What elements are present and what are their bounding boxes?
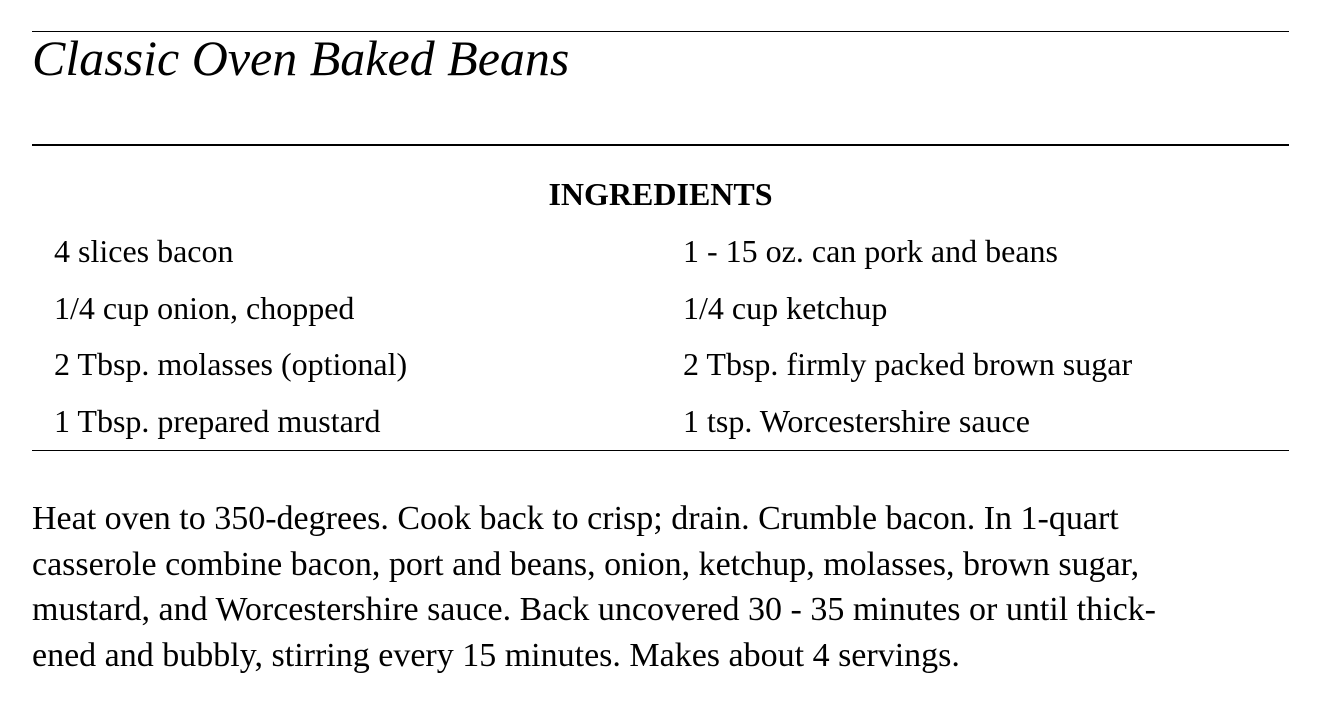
ingredient-item: 2 Tbsp. firmly packed brown sugar [683,346,1133,382]
ingredient-item: 1 - 15 oz. can pork and beans [683,233,1058,269]
ingredient-item: 1/4 cup ketchup [683,289,888,326]
title-divider [32,144,1289,146]
ingredient-item: 4 slices bacon [54,233,234,269]
instructions-line: Heat oven to 350-degrees. Cook back to crisp; drain. Crumble bacon. In 1-quart [32,500,1119,537]
instructions-line: ened and bubbly, stirring every 15 minutes. Makes about 4 servings. [32,636,960,674]
ingredients-list [54,226,1284,452]
ingredient-item: 1 Tbsp. prepared mustard [54,402,381,439]
ingredients-heading: INGREDIENTS [548,176,773,212]
ingredients-divider [32,450,1289,451]
ingredient-item: 1 tsp. Worcestershire sauce [683,402,1030,439]
instructions-line: casserole combine bacon, port and beans, onion, ketchup, molasses, brown sugar, [32,545,1140,583]
recipe-title: Classic Oven Baked Beans [32,30,570,86]
ingredient-item: 1/4 cup onion, chopped [54,289,355,326]
instructions-line: mustard, and Worcestershire sauce. Back uncovered 30 - 35 minutes or until thick- [32,591,1156,628]
ingredient-item: 2 Tbsp. molasses (optional) [54,346,408,382]
instructions-paragraph [32,496,1294,678]
